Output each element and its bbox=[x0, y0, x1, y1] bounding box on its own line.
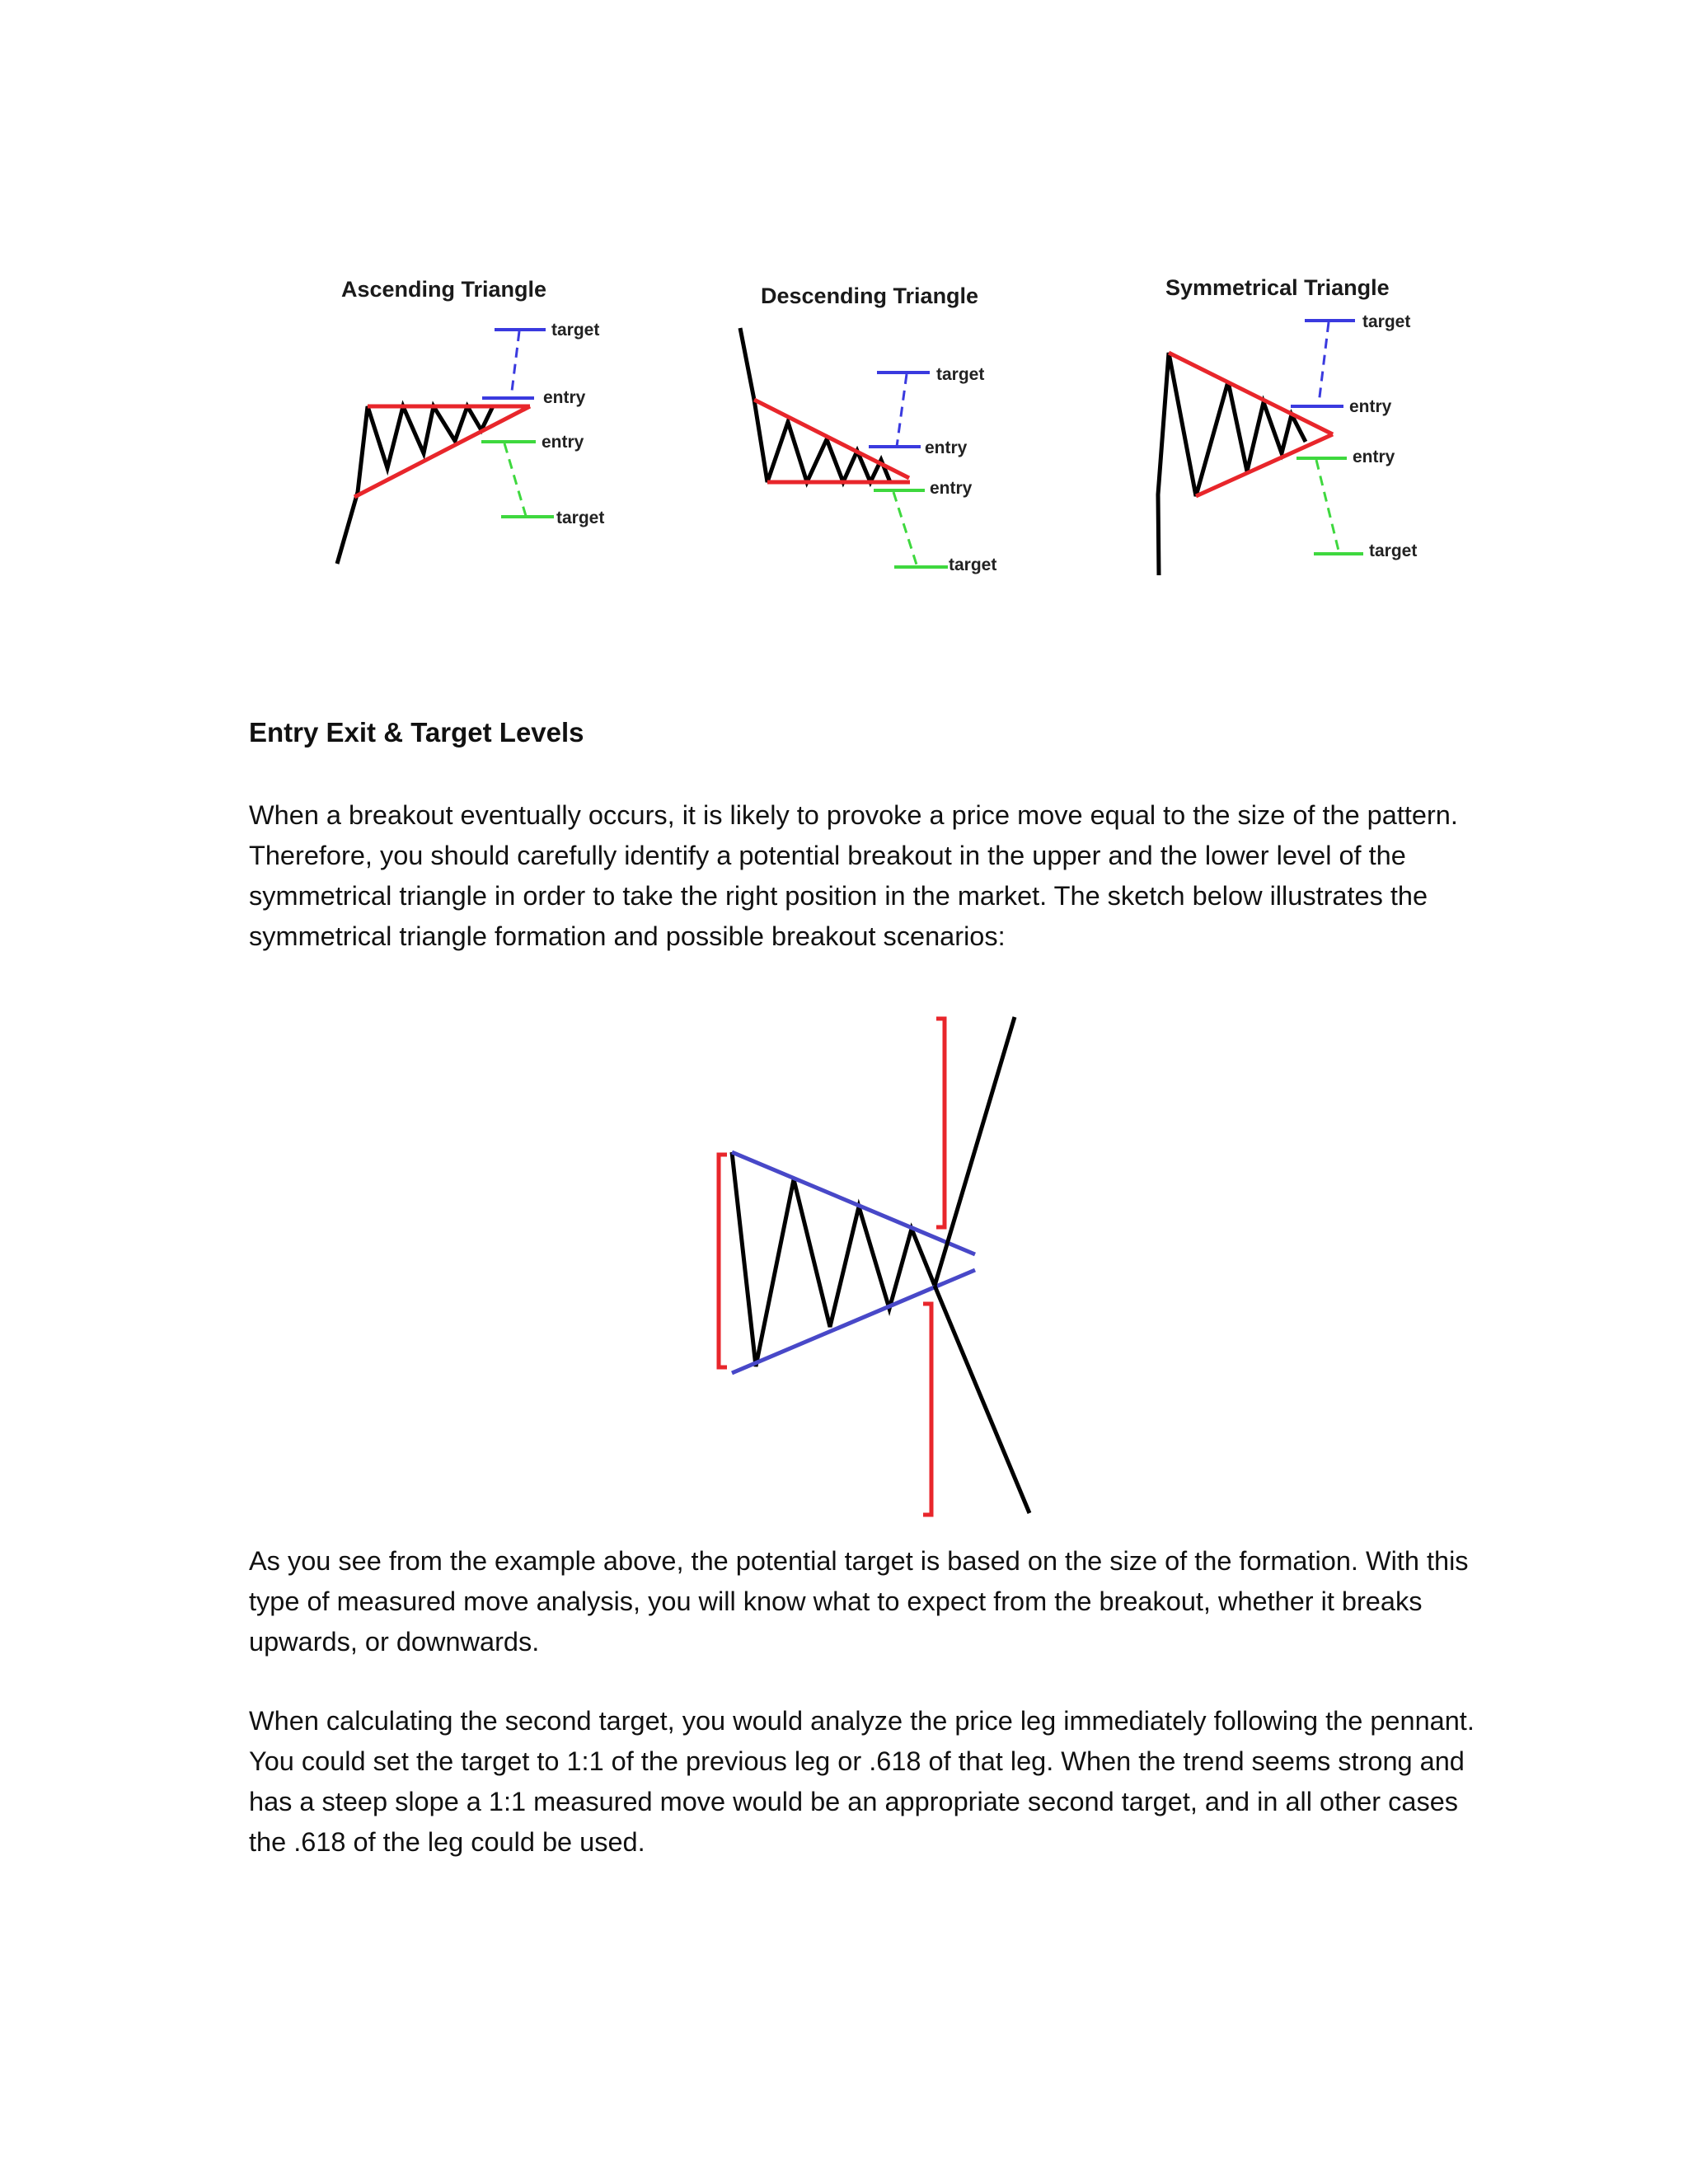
symmetrical-lower-trend-line bbox=[1196, 434, 1333, 496]
symmetrical-upper-target-label: target bbox=[1362, 312, 1411, 331]
symmetrical-upper-projection bbox=[1319, 322, 1329, 404]
ascending-lower-entry-label: entry bbox=[542, 433, 584, 452]
descending-resistance-line bbox=[754, 400, 909, 478]
ascending-triangle-title: Ascending Triangle bbox=[341, 277, 547, 302]
descending-lower-entry-label: entry bbox=[930, 479, 973, 498]
ascending-upper-target-label: target bbox=[551, 321, 600, 340]
ascending-upper-projection bbox=[511, 331, 519, 398]
paragraph-target-explanation: As you see from the example above, the potential target is based on the size of the formation. With this type of measured move analysis, you will know what to expect from the breakout, whether it breaks upwards, or downwards. bbox=[249, 1546, 1469, 1657]
paragraph-breakout-intro: When a breakout eventually occurs, it is likely to provoke a price move equal to the size of the pattern. Therefore, you should carefully identify a potential breakout in the upper and the lower level of the symmetrical triangle in order to take the right position in the market. The sketch below illustrates the symmetrical triangle formation and possible breakout scenarios: bbox=[249, 800, 1458, 951]
ascending-triangle-diagram bbox=[337, 277, 604, 564]
descending-triangle-title: Descending Triangle bbox=[761, 284, 979, 308]
symmetrical-triangle-title: Symmetrical Triangle bbox=[1165, 275, 1390, 300]
descending-upper-entry-label: entry bbox=[925, 438, 968, 457]
formation-height-bracket bbox=[719, 1155, 727, 1367]
upside-breakout-line bbox=[935, 1017, 1015, 1286]
ascending-lower-projection bbox=[504, 443, 526, 516]
paragraph-second-target: When calculating the second target, you would analyze the price leg immediately following the pennant. You could set the target to 1:1 of the previous leg or .618 of that leg. When the trend seems strong and has a steep slope a 1:1 measured move would be an appropriate second target, and in all other cases the .618 of the leg could be used. bbox=[249, 1706, 1475, 1857]
upper-pennant-boundary bbox=[732, 1152, 975, 1254]
symmetrical-upper-entry-label: entry bbox=[1349, 397, 1392, 416]
descending-upper-target-label: target bbox=[936, 365, 985, 384]
ascending-price-line bbox=[337, 406, 493, 564]
breakout-sketch-diagram bbox=[719, 1017, 1029, 1515]
pennant-price-line bbox=[732, 1152, 935, 1366]
symmetrical-lower-projection bbox=[1316, 460, 1339, 551]
section-heading: Entry Exit & Target Levels bbox=[249, 717, 584, 748]
symmetrical-upper-trend-line bbox=[1169, 353, 1333, 434]
descending-lower-target-label: target bbox=[949, 555, 997, 574]
downside-breakout-line bbox=[935, 1286, 1029, 1513]
upside-target-bracket bbox=[936, 1019, 945, 1227]
descending-upper-projection bbox=[897, 374, 907, 447]
symmetrical-lower-entry-label: entry bbox=[1353, 448, 1395, 466]
symmetrical-triangle-diagram bbox=[1158, 275, 1417, 575]
descending-triangle-diagram bbox=[740, 284, 996, 574]
descending-lower-projection bbox=[893, 492, 917, 565]
ascending-upper-entry-label: entry bbox=[543, 388, 586, 407]
lower-pennant-boundary bbox=[732, 1270, 975, 1373]
symmetrical-lower-target-label: target bbox=[1369, 541, 1418, 560]
ascending-lower-target-label: target bbox=[556, 509, 605, 527]
downside-target-bracket bbox=[923, 1304, 931, 1515]
